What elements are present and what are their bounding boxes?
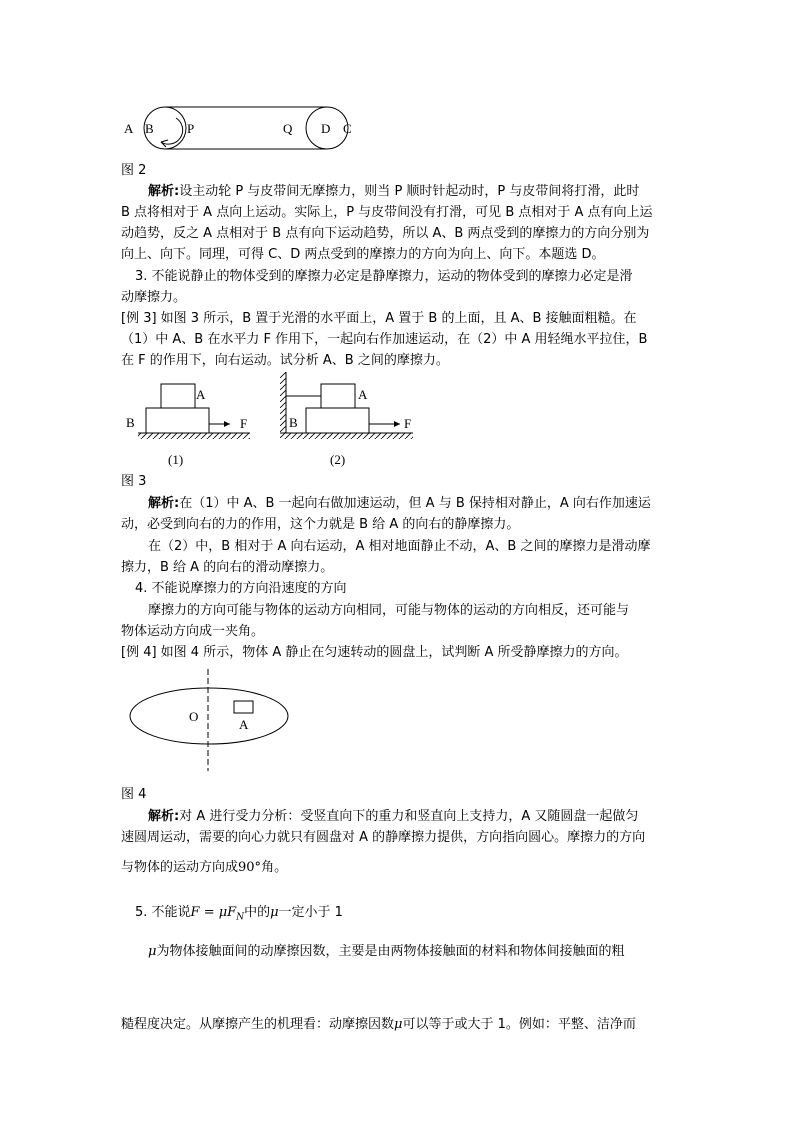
example-2-analysis-line-1	[148, 181, 639, 202]
para-5-line-1	[148, 941, 624, 962]
point-3-line-2: 动摩擦力。	[121, 290, 187, 305]
point-4-line-2: 物体运动方向成一夹角。	[121, 624, 265, 639]
ground-hatch-1	[138, 433, 250, 439]
example-3-analysis-line-2: 动，必受到向右的力的作用，这个力就是 B 给 A 的向右的静摩擦力。	[121, 517, 520, 532]
point-5-pre: 5. 不能说	[135, 905, 191, 920]
analysis-label: 解析:	[148, 809, 180, 824]
fig3-label-a2: A	[358, 387, 368, 402]
figure-4-disc	[122, 667, 302, 775]
analysis-text: 与物体的运动方向成	[121, 860, 239, 875]
fig3-label-b2: B	[289, 415, 298, 430]
analysis-text: 角。	[261, 860, 288, 875]
analysis-text: 设主动轮 P 与皮带间无摩擦力，则当 P 顺时针起动时，P 与皮带间将打滑，此时	[179, 184, 640, 199]
formula: F = μF	[190, 905, 237, 920]
fig3-label-a1: A	[196, 387, 206, 402]
fig3-label-f2: F	[404, 416, 412, 431]
analysis-text: 在（1）中 A、B 一起向右做加速运动，但 A 与 B 保持相对静止，A 向右作加速运	[179, 496, 651, 511]
fig2-label-d: D	[321, 121, 331, 136]
mu-symbol: μ	[270, 905, 279, 920]
fig3-sub-1: (1)	[168, 452, 184, 467]
para-5-line-2	[121, 1014, 636, 1035]
fig2-label-a: A	[124, 121, 134, 136]
fig3-sub-2: (2)	[330, 452, 346, 467]
fig2-label-q: Q	[283, 121, 293, 136]
block-a-1	[161, 384, 195, 408]
analysis-text: 对 A 进行受力分析：受竖直向下的重力和竖直向上支持力，A 又随圆盘一起做匀	[179, 809, 639, 824]
example-4-analysis-line-3	[121, 857, 287, 878]
fig3-label-b1: B	[126, 415, 135, 430]
formula-subscript: N	[236, 912, 245, 923]
example-2-analysis-line-3: 动趋势，反之 A 点相对于 B 点有向下运动趋势，所以 A、B 两点受到的摩擦力的方向分别为	[121, 226, 650, 241]
point-3-line-1: 3. 不能说静止的物体受到的摩擦力必定是静摩擦力，运动的物体受到的摩擦力必定是滑	[135, 269, 633, 284]
fig4-label-o: O	[189, 709, 199, 724]
block-a-2	[321, 384, 355, 408]
para-5-text: 可以等于或大于 1。例如：平整、洁净而	[402, 1017, 636, 1032]
force-arrowhead-2-icon	[394, 421, 400, 427]
block-a	[234, 701, 253, 713]
figure-3-caption: 图 3	[121, 474, 147, 489]
mu-symbol: μ	[394, 1017, 403, 1032]
example-2-analysis-line-2: B 点将相对于 A 点向上运动。实际上，P 与皮带间没有打滑，可见 B 点相对于 A 点有向上运	[121, 205, 653, 220]
angle-value: 90°	[238, 860, 262, 875]
force-arrowhead-1-icon	[224, 421, 230, 427]
ground-hatch-2	[280, 433, 413, 439]
point-5-post: 一定小于 1	[278, 905, 343, 920]
para-5-text: 为物体接触面间的动摩擦因数，主要是由两物体接触面的材料和物体间接触面的粗	[156, 944, 625, 959]
fig2-label-b: B	[145, 121, 154, 136]
point-5-mid: 中的	[244, 905, 271, 920]
figure-2-belt-pulleys	[115, 100, 375, 158]
example-3-analysis-line-4: 擦力，B 给 A 的向右的滑动摩擦力。	[121, 560, 334, 575]
disc	[130, 688, 288, 744]
para-5-text: 糙程度决定。从摩擦产生的机理看：动摩擦因数	[121, 1017, 395, 1032]
example-3-analysis-line-3: 在（2）中，B 相对于 A 向右运动，A 相对地面静止不动，A、B 之间的摩擦力是滑动摩	[148, 539, 651, 554]
mu-symbol: μ	[148, 944, 157, 959]
block-b-1	[146, 408, 209, 433]
point-4-line-1: 摩擦力的方向可能与物体的运动方向相同，可能与物体的运动的方向相反，还可能与	[148, 603, 630, 618]
example-4-line-1: [例 4] 如图 4 所示，物体 A 静止在匀速转动的圆盘上，试判断 A 所受静摩擦力的方向。	[121, 645, 628, 660]
example-3-line-1: [例 3] 如图 3 所示，B 置于光滑的水平面上，A 置于 B 的上面，且 A、B 接触面粗糙。在	[121, 311, 637, 326]
fig3-label-f1: F	[240, 416, 248, 431]
example-3-analysis-line-1	[148, 493, 651, 514]
analysis-label: 解析:	[148, 496, 180, 511]
figure-4-caption: 图 4	[121, 787, 147, 802]
block-b-2	[306, 408, 369, 433]
example-4-analysis-line-2: 速圆周运动，需要的向心力就只有圆盘对 A 的静摩擦力提供，方向指向圆心。摩擦力的方向	[121, 830, 646, 845]
fig2-label-p: P	[187, 121, 195, 136]
figure-2-caption: 图 2	[121, 163, 147, 178]
figure-3-blocks	[118, 366, 428, 470]
example-3-line-3: 在 F 的作用下，向右运动。试分析 A、B 之间的摩擦力。	[121, 353, 449, 368]
fig2-label-c: C	[343, 121, 352, 136]
point-4-title: 4. 不能说摩擦力的方向沿速度的方向	[135, 581, 347, 596]
example-3-line-2: （1）中 A、B 在水平力 F 作用下，一起向右作加速运动，在（2）中 A 用轻绳水平拉住，B	[121, 332, 648, 347]
analysis-label: 解析:	[148, 184, 180, 199]
example-4-analysis-line-1	[148, 806, 638, 827]
example-2-analysis-line-4: 向上、向下。同理，可得 C、D 两点受到的摩擦力的方向为向上、向下。本题选 D。	[121, 247, 605, 262]
wall-hatch-2	[280, 372, 286, 433]
fig4-label-a: A	[239, 717, 249, 732]
rotation-arrow-icon	[161, 118, 183, 144]
point-5-title	[135, 902, 343, 929]
